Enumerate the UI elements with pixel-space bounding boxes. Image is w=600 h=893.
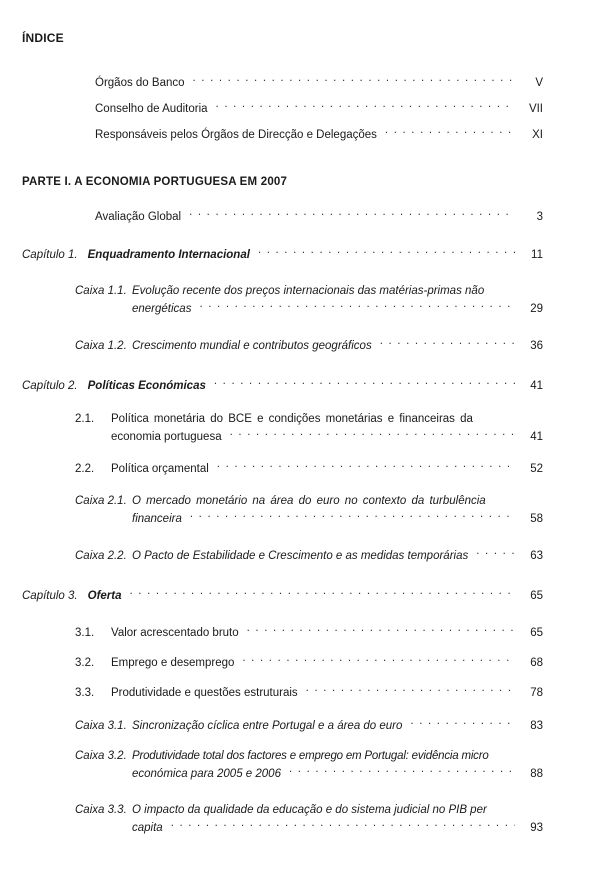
toc-page-number: 41 [530, 431, 543, 443]
box-title-line1: Evolução recente dos preços internacionais das matérias-primas não [132, 285, 485, 297]
toc-page-number: 68 [530, 657, 543, 669]
section-title-line1: Política monetária do BCE e condições monetárias e financeiras da [111, 413, 473, 425]
dot-leader [476, 547, 515, 559]
dot-leader [380, 337, 515, 349]
toc-page-number: 11 [531, 249, 543, 261]
toc-section-2-2[interactable] [75, 460, 543, 475]
box-label: Caixa 2.1. [75, 495, 127, 507]
dot-leader [199, 300, 515, 312]
toc-box-3-3[interactable] [75, 804, 543, 834]
box-title-line1: O mercado monetário na área do euro no contexto da turbulência [132, 495, 486, 507]
section-title: Política orçamental [111, 463, 209, 475]
dot-leader [216, 100, 515, 112]
part-heading: PARTE I. A ECONOMIA PORTUGUESA EM 2007 [22, 176, 288, 188]
section-label: 3.2. [75, 657, 95, 669]
toc-page-number: VII [528, 103, 543, 115]
toc-chapter-1[interactable] [22, 246, 543, 261]
dot-leader [258, 246, 515, 258]
section-title-line2: economia portuguesa [111, 431, 222, 443]
dot-leader [189, 208, 515, 220]
index-heading: ÍNDICE [22, 31, 64, 45]
toc-entry-avaliacao[interactable] [95, 208, 543, 223]
chapter-label: Capítulo 1. [22, 249, 78, 261]
toc-page-number: 41 [530, 380, 543, 392]
toc-page-number: V [535, 77, 543, 89]
chapter-label: Capítulo 3. [22, 590, 78, 602]
chapter-title: Oferta [87, 590, 122, 602]
toc-box-3-2[interactable] [75, 750, 543, 780]
dot-leader [289, 765, 515, 777]
box-label: Caixa 1.2. [75, 340, 127, 352]
box-label: Caixa 1.1. [75, 285, 127, 297]
box-title-line1: Produtividade total dos factores e emprego em Portugal: evidência micro [132, 750, 489, 762]
toc-chapter-3[interactable] [22, 587, 543, 602]
dot-leader [193, 74, 515, 86]
section-title: Produtividade e questões estruturais [111, 687, 298, 699]
section-label: 2.2. [75, 463, 95, 475]
toc-page-number: 36 [530, 340, 543, 352]
box-title-line1: O impacto da qualidade da educação e do sistema judicial no PIB per [132, 804, 487, 816]
chapter-title: Enquadramento Internacional [87, 249, 250, 261]
toc-page-number: 3 [536, 211, 543, 223]
toc-page-number: 78 [530, 687, 543, 699]
toc-entry-title: Órgãos do Banco [95, 77, 185, 89]
box-title-line2: económica para 2005 e 2006 [132, 768, 281, 780]
dot-leader [190, 510, 515, 522]
toc-page-number: 63 [530, 550, 543, 562]
section-label: 3.3. [75, 687, 95, 699]
dot-leader [217, 460, 515, 472]
toc-box-2-2[interactable] [75, 547, 543, 562]
dot-leader [242, 654, 515, 666]
box-title-line2: capita [132, 822, 163, 834]
toc-page-number: 88 [530, 768, 543, 780]
box-title: O Pacto de Estabilidade e Crescimento e as medidas temporárias [132, 550, 469, 562]
dot-leader [247, 624, 515, 636]
section-label: 3.1. [75, 627, 95, 639]
box-label: Caixa 3.3. [75, 804, 127, 816]
toc-section-3-2[interactable] [75, 654, 543, 669]
toc-page-number: 93 [530, 822, 543, 834]
box-label: Caixa 3.2. [75, 750, 127, 762]
box-label: Caixa 3.1. [75, 720, 127, 732]
toc-section-3-3[interactable] [75, 684, 543, 699]
dot-leader [306, 684, 515, 696]
dot-leader [410, 717, 515, 729]
toc-entry-title: Conselho de Auditoria [95, 103, 208, 115]
toc-page-number: 29 [530, 303, 543, 315]
toc-box-1-1[interactable] [75, 285, 543, 315]
toc-page-number: 65 [530, 627, 543, 639]
box-title: Crescimento mundial e contributos geográficos [132, 340, 372, 352]
section-title: Valor acrescentado bruto [111, 627, 239, 639]
box-label: Caixa 2.2. [75, 550, 127, 562]
dot-leader [171, 819, 515, 831]
toc-page-number: 65 [530, 590, 543, 602]
toc-entry-title: Responsáveis pelos Órgãos de Direcção e Delegações [95, 129, 377, 141]
box-title-line2: energéticas [132, 303, 192, 315]
toc-page-number: 52 [530, 463, 543, 475]
toc-chapter-2[interactable] [22, 377, 543, 392]
chapter-label: Capítulo 2. [22, 380, 78, 392]
section-label: 2.1. [75, 413, 95, 425]
toc-entry-conselho[interactable] [95, 100, 543, 115]
dot-leader [214, 377, 515, 389]
box-title: Sincronização cíclica entre Portugal e a área do euro [132, 720, 403, 732]
toc-section-2-1[interactable] [75, 413, 543, 443]
toc-page-number: 58 [530, 513, 543, 525]
box-title-line2: financeira [132, 513, 182, 525]
dot-leader [385, 126, 515, 138]
toc-box-3-1[interactable] [75, 717, 543, 732]
toc-section-3-1[interactable] [75, 624, 543, 639]
toc-box-1-2[interactable] [75, 337, 543, 352]
dot-leader [230, 428, 515, 440]
toc-entry-responsaveis[interactable] [95, 126, 543, 141]
toc-entry-title: Avaliação Global [95, 211, 182, 223]
dot-leader [130, 587, 516, 599]
chapter-title: Políticas Económicas [87, 380, 206, 392]
toc-page-number: XI [532, 129, 543, 141]
section-title: Emprego e desemprego [111, 657, 235, 669]
toc-page-number: 83 [530, 720, 543, 732]
toc-entry-orgaos[interactable] [95, 74, 543, 89]
toc-box-2-1[interactable] [75, 495, 543, 525]
